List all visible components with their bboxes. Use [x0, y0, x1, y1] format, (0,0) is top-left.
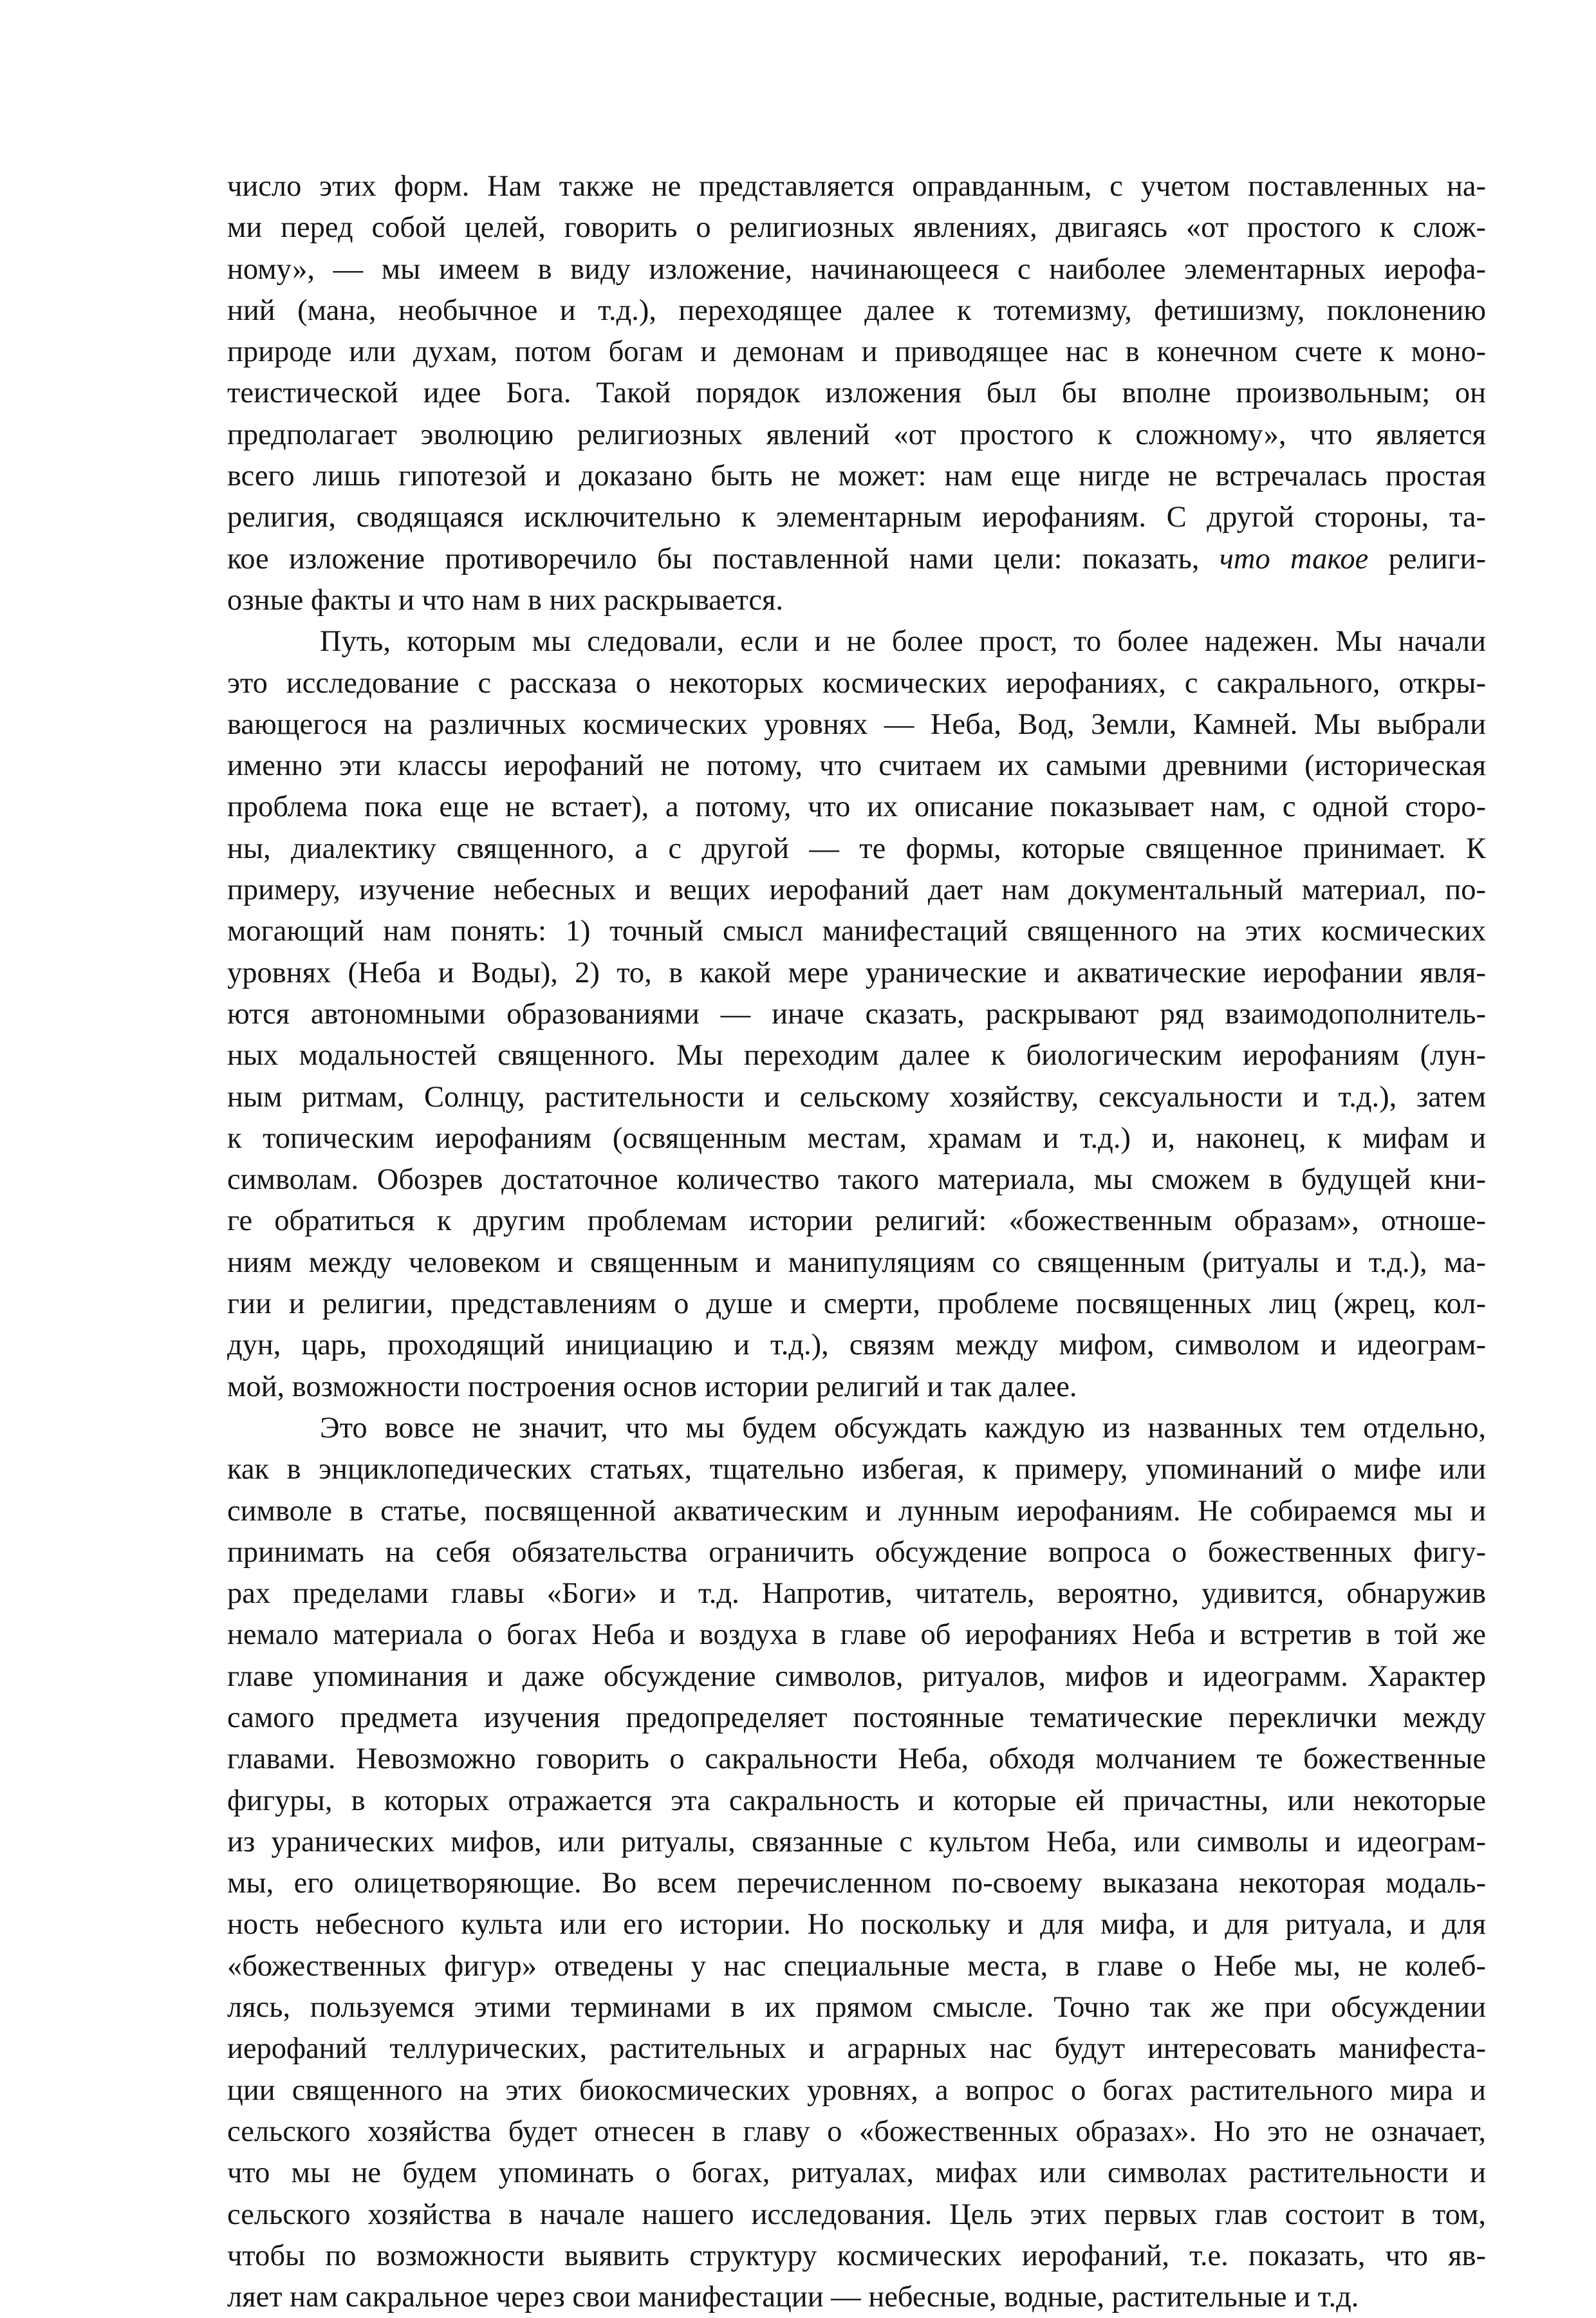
text-line: Путь, которым мы следовали, если и не более прост, то более надежен. Мы начали — [320, 625, 1486, 659]
text-line: принимать на себя обязательства ограничить обсуждение вопроса о божественных фигу- — [227, 1535, 1486, 1569]
text-line: ции священного на этих биокосмических уровнях, а вопрос о богах растительного мира и — [227, 2073, 1486, 2107]
text-line: ге обратиться к другим проблемам истории религий: «божественным образам», отноше- — [227, 1204, 1486, 1238]
text-line: немало материала о богах Неба и воздуха в главе об иерофаниях Неба и встретив в той же — [227, 1618, 1486, 1652]
text-line: ний (мана, необычное и т.д.), переходящее далее к тотемизму, фетишизму, поклонению — [227, 294, 1486, 327]
text-line: мой, возможности построения основ истории религий и так далее. — [227, 1370, 1077, 1403]
text-line: ных модальностей священного. Мы переходим далее к биологическим иерофаниям (лун- — [227, 1039, 1486, 1072]
text-line: ность небесного культа или его истории. Но поскольку и для мифа, и для ритуала, и для — [227, 1908, 1486, 1941]
text-line: озные факты и что нам в них раскрывается. — [227, 583, 783, 617]
text-line: ны, диалектику священного, а с другой — те формы, которые священное принимает. К — [227, 832, 1486, 865]
text-line: вающегося на различных космических уровнях — Неба, Вод, Земли, Камней. Мы выбрали — [227, 707, 1486, 741]
text-fragment: религи- — [1368, 542, 1486, 575]
text-line: теистической идее Бога. Такой порядок изложения был бы вполне произвольным; он — [227, 377, 1486, 410]
paragraph-2 — [227, 621, 1486, 1408]
text-line: ми перед собой целей, говорить о религиозных явлениях, двигаясь «от простого к слож- — [227, 211, 1486, 245]
text-line: уровнях (Неба и Воды), 2) то, в какой мере уранические и акватические иерофании явля- — [227, 956, 1486, 989]
text-line: рах пределами главы «Боги» и т.д. Напротив, читатель, вероятно, удивится, обнаружив — [227, 1577, 1486, 1611]
text-line: проблема пока еще не встает), а потому, что их описание показывает нам, с одной сторо- — [227, 790, 1486, 824]
text-line: число этих форм. Нам также не представляется оправданным, с учетом поставленных на- — [227, 170, 1486, 203]
text-line: гии и религии, представлениям о душе и смерти, проблеме посвященных лиц (жрец, кол- — [227, 1287, 1486, 1321]
text-line: главе упоминания и даже обсуждение символов, ритуалов, мифов и идеограмм. Характер — [227, 1659, 1486, 1693]
paragraph-3 — [227, 1408, 1486, 2318]
text-line: всего лишь гипотезой и доказано быть не может: нам еще нигде не встречалась простая — [227, 460, 1486, 493]
text-line: примеру, изучение небесных и вещих иерофаний дает нам документальный материал, по- — [227, 874, 1486, 907]
text-line: ются автономными образованиями — иначе сказать, раскрывают ряд взаимодополнитель- — [227, 997, 1486, 1031]
text-line: природе или духам, потом богам и демонам и приводящее нас в конечном счете к моно- — [227, 335, 1486, 369]
text-fragment: кое изложение противоречило бы поставленной нами цели: показать, — [227, 542, 1220, 575]
text-line: из уранических мифов, или ритуалы, связанные с культом Неба, или символы и идеограм- — [227, 1825, 1486, 1858]
text-line-with-italic — [227, 539, 1486, 580]
text-line: предполагает эволюцию религиозных явлений «от простого к сложному», что является — [227, 418, 1486, 451]
text-line: как в энциклопедических статьях, тщательно избегая, к примеру, упоминаний о мифе или — [227, 1453, 1486, 1486]
text-line: ному», — мы имеем в виду изложение, начинающееся с наиболее элементарных иерофа- — [227, 252, 1486, 286]
text-line: мы, его олицетворяющие. Во всем перечисленном по-своему выказана некоторая модаль- — [227, 1867, 1486, 1900]
text-line: могающий нам понять: 1) точный смысл манифестаций священного на этих космических — [227, 915, 1486, 948]
text-line: что мы не будем упоминать о богах, ритуалах, мифах или символах растительности и — [227, 2156, 1486, 2190]
text-line: это исследование с рассказа о некоторых космических иерофаниях, с сакрального, откры- — [227, 666, 1486, 700]
text-line: самого предмета изучения предопределяет постоянные тематические переклички между — [227, 1701, 1486, 1734]
text-line: фигуры, в которых отражается эта сакральность и которые ей причастны, или некоторые — [227, 1784, 1486, 1817]
italic-phrase: что такое — [1219, 542, 1369, 575]
text-line: символе в статье, посвященной акватическим и лунным иерофаниям. Не собираемся мы и — [227, 1494, 1486, 1528]
text-line: сельского хозяйства будет отнесен в главу о «божественных образах». Но это не означает, — [227, 2115, 1486, 2148]
body-text — [227, 166, 1486, 2318]
text-line: ниям между человеком и священным и манипуляциям со священным (ритуалы и т.д.), ма- — [227, 1246, 1486, 1279]
text-line: к топическим иерофаниям (освященным местам, храмам и т.д.) и, наконец, к мифам и — [227, 1121, 1486, 1155]
text-line: лясь, пользуемся этими терминами в их прямом смысле. Точно так же при обсуждении — [227, 1991, 1486, 2024]
paragraph-1 — [227, 166, 1486, 621]
text-line: Это вовсе не значит, что мы будем обсуждать каждую из названных тем отдельно, — [320, 1411, 1486, 1444]
text-line: сельского хозяйства в начале нашего исследования. Цель этих первых глав состоит в том, — [227, 2198, 1486, 2231]
text-line: религия, сводящаяся исключительно к элементарным иерофаниям. С другой стороны, та- — [227, 501, 1486, 534]
text-line: иерофаний теллурических, растительных и аграрных нас будут интересовать манифеста- — [227, 2032, 1486, 2066]
text-line: ным ритмам, Солнцу, растительности и сельскому хозяйству, сексуальности и т.д.), затем — [227, 1080, 1486, 1114]
text-line: главами. Невозможно говорить о сакральности Неба, обходя молчанием те божественные — [227, 1743, 1486, 1776]
text-line: чтобы по возможности выявить структуру космических иерофаний, т.е. показать, что яв- — [227, 2239, 1486, 2272]
text-line: ляет нам сакральное через свои манифестации — небесные, водные, растительные и т.д. — [227, 2281, 1359, 2314]
text-line: именно эти классы иерофаний не потому, что считаем их самыми древними (историческая — [227, 749, 1486, 783]
text-line: дун, царь, проходящий инициацию и т.д.), связям между мифом, символом и идеограм- — [227, 1329, 1486, 1362]
text-line: «божественных фигур» отведены у нас специальные места, в главе о Небе мы, не колеб- — [227, 1949, 1486, 1983]
text-line: символам. Обозрев достаточное количество такого материала, мы сможем в будущей кни- — [227, 1163, 1486, 1197]
